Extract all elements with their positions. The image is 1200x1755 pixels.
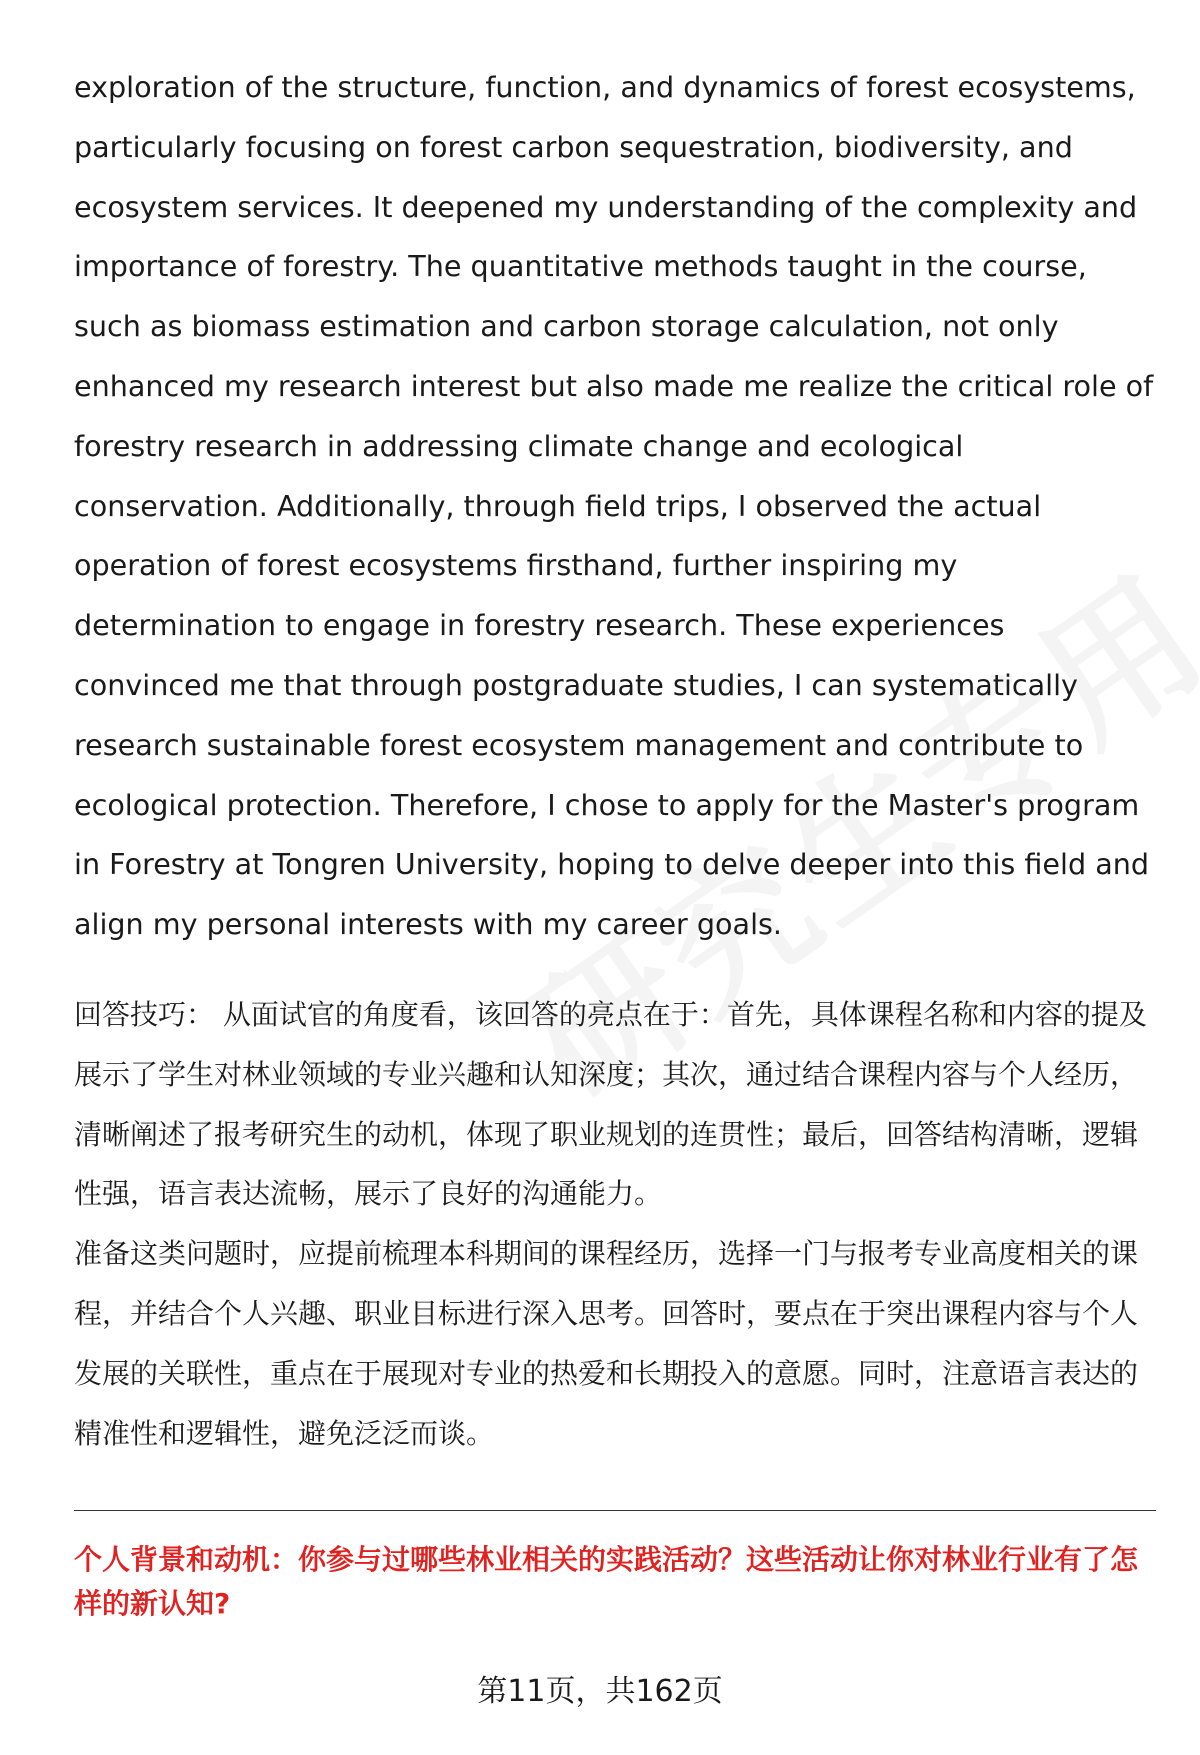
next-question-heading: 个人背景和动机：你参与过哪些林业相关的实践活动？这些活动让你对林业行业有了怎样的新认知?: [74, 1543, 1139, 1620]
answer-tips: [74, 985, 1154, 1463]
page-number: 第11页，共162页: [477, 1674, 723, 1709]
tips-paragraph-1: 回答技巧： 从面试官的角度看，该回答的亮点在于：首先，具体课程名称和内容的提及展示了学生对林业领域的专业兴趣和认知深度；其次，通过结合课程内容与个人经历，清晰阐述了报考研究生的动机，体现了职业规划的连贯性；最后，回答结构清晰，逻辑性强，语言表达流畅，展示了良好的沟通能力。: [74, 998, 1147, 1211]
answer-paragraph: exploration of the structure, function, and dynamics of forest ecosystems, particularly focusing on forest carbon sequestration, biodiversity, and ecosystem services. It deepened my understanding of the complexity and importance of forestry. The quantitative methods taught in the course, such as biomass estimation and carbon storage calculation, not only enhanced my research interest but also made me realize the critical role of forestry research in addressing climate change and ecological conservation. Additionally, through field trips, I observed the actual operation of forest ecosystems firsthand, further inspiring my determination to engage in forestry research. These experiences convinced me that through postgraduate studies, I can systematically research sustainable forest ecosystem management and contribute to ecological protection. Therefore, I chose to apply for the Master's program in Forestry at Tongren University, hoping to delve deeper into this field and align my personal interests with my career goals.: [74, 70, 1154, 942]
section-divider: [74, 1510, 1156, 1511]
tips-paragraph-2: 准备这类问题时，应提前梳理本科期间的课程经历，选择一门与报考专业高度相关的课程，并结合个人兴趣、职业目标进行深入思考。回答时，要点在于突出课程内容与个人发展的关联性，重点在于展现对专业的热爱和长期投入的意愿。同时，注意语言表达的精准性和逻辑性，避免泛泛而谈。: [74, 1237, 1139, 1450]
